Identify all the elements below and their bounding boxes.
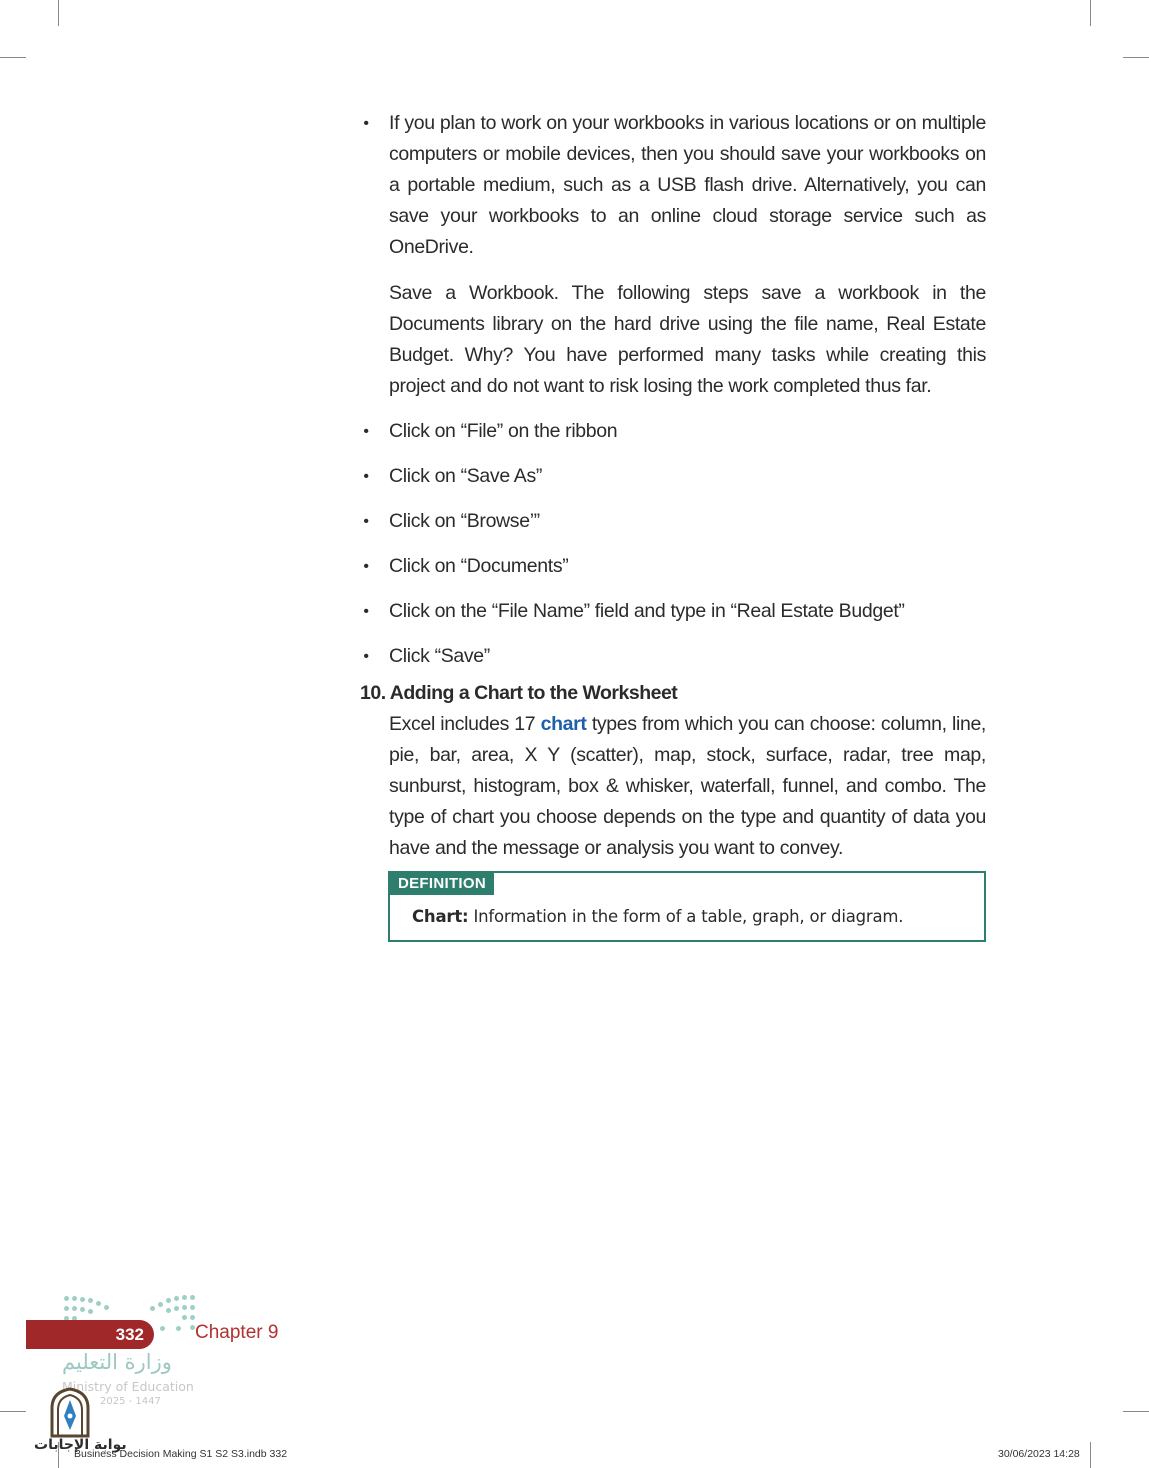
- page-number: 332: [26, 1320, 154, 1349]
- crop-mark: [1123, 1411, 1149, 1412]
- section-body: [360, 709, 986, 864]
- ministry-arabic-name: وزارة التعليم: [62, 1350, 172, 1374]
- gate-label: بوابة الإجابات: [34, 1437, 127, 1453]
- step-text: Click on “File” on the ribbon: [389, 420, 618, 442]
- chart-keyword: chart: [540, 713, 587, 735]
- crop-mark: [0, 1411, 26, 1412]
- definition-box: [388, 871, 986, 942]
- bullet-icon: •: [363, 423, 369, 440]
- bullet-icon: •: [363, 558, 369, 575]
- crop-mark: [1123, 57, 1149, 58]
- crop-mark: [1090, 1442, 1091, 1468]
- list-item: [360, 596, 986, 627]
- list-item: [360, 461, 986, 492]
- step-text: Click on “Documents”: [389, 555, 569, 577]
- bullet-icon: •: [363, 513, 369, 530]
- list-item: [360, 641, 986, 672]
- crop-mark: [1090, 0, 1091, 26]
- bullet-icon: •: [363, 468, 369, 485]
- gate-logo-icon: [46, 1386, 94, 1438]
- save-paragraph: Save a Workbook. The following steps save a workbook in the Documents library on the hard drive using the file name, Real Estate Budget. Why? You have performed many tasks while creating this project and do not want to risk losing the work completed thus far.: [389, 282, 986, 397]
- ministry-year: 2025 - 1447: [100, 1396, 161, 1407]
- chapter-label: Chapter 9: [195, 1322, 279, 1343]
- definition-tag: DEFINITION: [390, 873, 494, 895]
- step-text: Click on the “File Name” field and type in “Real Estate Budget”: [389, 600, 905, 622]
- section-heading: 10. Adding a Chart to the Worksheet: [360, 682, 678, 704]
- save-steps-list: [360, 416, 986, 672]
- list-item: [360, 416, 986, 447]
- page-content: [360, 108, 986, 864]
- step-text: Click on “Browse’”: [389, 510, 540, 532]
- definition-meaning: Information in the form of a table, graph, or diagram.: [468, 907, 904, 926]
- section-body-end: types from which you can choose: column, line, pie, bar, area, X Y (scatter), map, stock, surface, radar, tree map, sunburst, histogram, box & whisker, waterfall, funnel, and combo. The type of chart you choose depends on the type and quantity of data you have and the message or analysis you want to convey.: [389, 713, 987, 859]
- step-text: Click on “Save As”: [389, 465, 543, 487]
- crop-mark: [0, 57, 26, 58]
- section-body-start: Excel includes 17: [389, 713, 541, 735]
- definition-text: [412, 907, 903, 926]
- date-slug: 30/06/2023 14:28: [998, 1448, 1080, 1460]
- list-item: [360, 551, 986, 582]
- file-slug: Business Decision Making S1 S2 S3.indb 332: [74, 1448, 288, 1460]
- bullet-icon: •: [363, 115, 369, 132]
- bullet-icon: •: [363, 603, 369, 620]
- definition-term: Chart:: [412, 907, 469, 926]
- intro-bullet-text: If you plan to work on your workbooks in various locations or on multiple computers or mobile devices, then you should save your workbooks on a portable medium, such as a USB flash drive. Alternatively, you can save your workbooks to an online cloud storage service such as OneDrive.: [389, 112, 986, 258]
- crop-mark: [58, 0, 59, 26]
- bullet-icon: •: [363, 648, 369, 665]
- list-item: [360, 506, 986, 537]
- intro-bullet: [360, 108, 986, 263]
- ministry-english-name: Ministry of Education: [62, 1379, 194, 1394]
- step-text: Click “Save”: [389, 645, 490, 667]
